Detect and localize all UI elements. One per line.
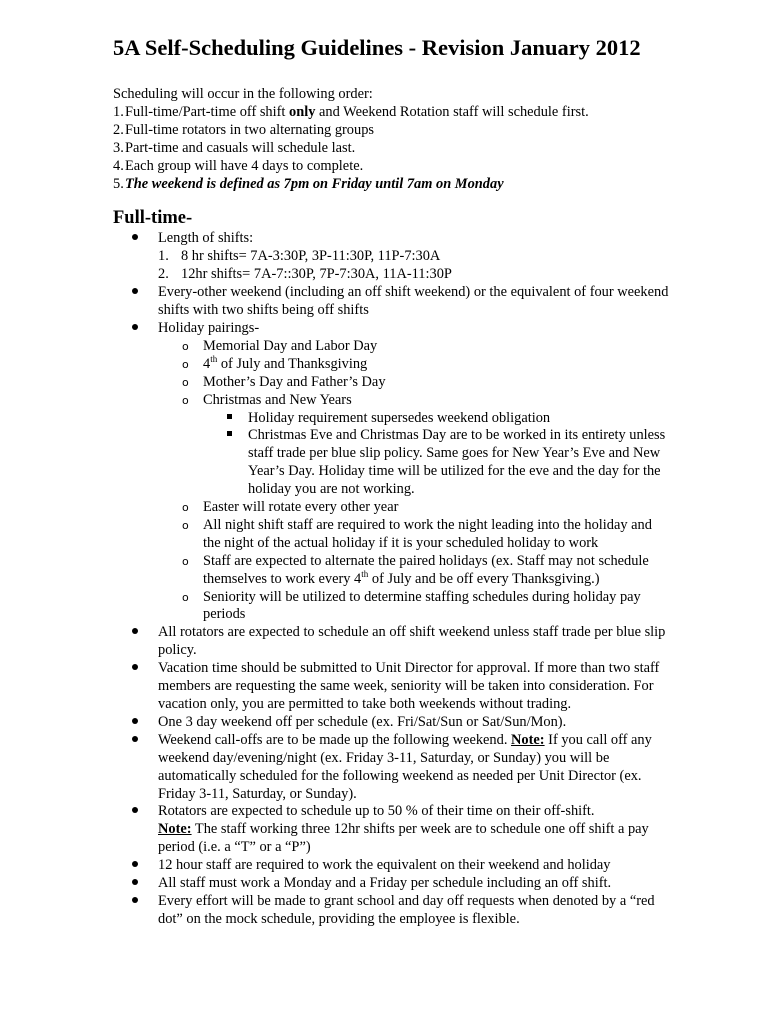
holiday-item <box>158 553 670 589</box>
holiday-text: All night shift staff are required to work the night leading into the holiday and the night of the actual holiday if it is your scheduled holiday to work <box>203 516 652 551</box>
holiday-pairings-list <box>113 338 670 625</box>
circle-bullet-icon: o <box>182 393 189 407</box>
bullet-text: One 3 day weekend off per schedule (ex. Fri/Sat/Sun or Sat/Sun/Mon). <box>158 713 567 730</box>
bullet-item <box>113 660 670 714</box>
bullet-icon <box>127 732 158 804</box>
square-item <box>158 410 670 428</box>
bullet-text: Every-other weekend (including an off shift weekend) or the equivalent of four weekend shifts with two shifts being off shifts <box>158 284 669 319</box>
page-title: 5A Self-Scheduling Guidelines - Revision January 2012 <box>113 35 641 60</box>
bullet-item <box>113 857 670 875</box>
square-text: Holiday requirement supersedes weekend obligation <box>248 409 551 426</box>
list-number: 3. <box>113 139 124 156</box>
circle-bullet-icon: o <box>182 518 189 532</box>
bullet-icon <box>127 284 158 320</box>
bullet-text: All staff must work a Monday and a Friday per schedule including an off shift. <box>158 875 612 892</box>
bullet-item <box>113 893 670 929</box>
bullet-text: Holiday pairings- <box>158 319 260 336</box>
bullet-text: 12 hour staff are required to work the equivalent on their weekend and holiday <box>158 857 611 874</box>
circle-bullet-icon: o <box>182 590 189 604</box>
bullet-item <box>113 875 670 893</box>
holiday-text: Seniority will be utilized to determine staffing schedules during holiday pay periods <box>203 588 641 623</box>
bullet-icon <box>127 893 158 929</box>
bullet-item <box>113 714 670 732</box>
square-item <box>158 427 670 499</box>
list-item <box>113 176 670 194</box>
bullet-item <box>113 624 670 660</box>
list-text: Part-time and casuals will schedule last. <box>125 139 356 156</box>
list-item <box>113 104 670 122</box>
list-item <box>113 140 670 158</box>
bullet-item <box>113 320 670 338</box>
list-text-part: Full-time/Part-time off shift <box>125 103 290 120</box>
bullet-item <box>113 284 670 320</box>
bullet-icon <box>127 714 158 732</box>
bullet-icon <box>127 624 158 660</box>
circle-bullet-icon: o <box>182 501 189 515</box>
bullet-text: Weekend call-offs are to be made up the following weekend. Note: If you call off any weekend day/evening/night (ex. Friday 3-11, Saturday, or Sunday) you will be automatically scheduled for the following weekend as needed per Unit Director (ex. Friday 3-11, Saturday, or Sunday). <box>158 731 652 802</box>
bullet-icon <box>127 875 158 893</box>
weekend-definition: The weekend is defined as 7pm on Friday until 7am on Monday <box>125 175 504 192</box>
scheduling-order-list <box>113 104 670 194</box>
holiday-text: Staff are expected to alternate the paired holidays (ex. Staff may not schedule themselves to work every 4th of July and be off every Thanksgiving.) <box>203 552 649 587</box>
note-label: Note: <box>158 821 192 838</box>
circle-bullet-icon: o <box>182 375 189 389</box>
holiday-text: Easter will rotate every other year <box>203 499 399 516</box>
bullet-icon <box>127 230 158 284</box>
bullet-text: All rotators are expected to schedule an off shift weekend unless staff trade per blue slip policy. <box>158 624 666 659</box>
circle-bullet-icon: o <box>182 339 189 353</box>
shift-item <box>158 248 670 266</box>
holiday-item <box>158 338 670 356</box>
holiday-item <box>158 589 670 625</box>
bullet-icon <box>127 803 158 857</box>
circle-bullet-icon: o <box>182 357 189 371</box>
list-text <box>125 104 589 122</box>
list-item <box>113 158 670 176</box>
holiday-text: 4th of July and Thanksgiving <box>203 353 368 372</box>
shifts-label: Length of shifts: <box>158 230 254 247</box>
circle-bullet-icon: o <box>182 554 189 568</box>
bullet-icon <box>127 320 158 338</box>
holiday-text: Mother’s Day and Father’s Day <box>203 373 386 390</box>
note-label: Note: <box>511 731 545 748</box>
list-number: 1. <box>113 103 124 120</box>
list-text: Full-time rotators in two alternating groups <box>125 121 374 138</box>
bullet-icon <box>127 857 158 875</box>
holiday-text: Christmas and New Years <box>203 391 352 408</box>
shift-text: 8 hr shifts= 7A-3:30P, 3P-11:30P, 11P-7:30A <box>181 248 441 265</box>
bullet-icon <box>127 660 158 714</box>
intro-lead: Scheduling will occur in the following order: <box>113 86 373 102</box>
bullet-text: Rotators are expected to schedule up to 50 % of their time on their off-shift. Note: The staff working three 12hr shifts per week are to schedule one off shift a pay period (i.e. a “T” or a “P”) <box>158 803 649 856</box>
list-number: 2. <box>158 266 169 283</box>
bullet-item <box>113 803 670 857</box>
list-item <box>113 122 670 140</box>
list-text-part: and Weekend Rotation staff will schedule first. <box>315 103 589 120</box>
holiday-text: Memorial Day and Labor Day <box>203 337 378 354</box>
bullet-item <box>113 732 670 804</box>
list-number: 5. <box>113 175 124 192</box>
square-text: Christmas Eve and Christmas Day are to be worked in its entirety unless staff trade per blue slip policy. Same goes for New Year’s Eve and New Year’s Day. Holiday time will be utilized for the eve and the day for the holiday you are not working. <box>248 427 666 498</box>
bullet-text: Vacation time should be submitted to Unit Director for approval. If more than two staff members are requesting the same week, seniority will be taken into consideration. For vacation only, you are permitted to take both weekends without trading. <box>158 660 660 712</box>
holiday-item <box>158 392 670 410</box>
list-text: Each group will have 4 days to complete. <box>125 157 364 174</box>
holiday-item <box>158 517 670 553</box>
square-bullet-icon <box>224 410 248 428</box>
list-number: 4. <box>113 157 124 174</box>
section-heading-full-time: Full-time- <box>113 208 193 229</box>
list-number: 2. <box>113 121 124 138</box>
shift-text: 12hr shifts= 7A-7::30P, 7P-7:30A, 11A-11:30P <box>181 266 452 283</box>
emphasis-only: only <box>289 103 316 120</box>
bullet-item <box>113 230 670 284</box>
holiday-item <box>158 499 670 517</box>
holiday-item <box>158 353 670 374</box>
holiday-item <box>158 374 670 392</box>
bullet-text: Every effort will be made to grant school and day off requests when denoted by a “red dot” on the mock schedule, providing the employee is flexible. <box>158 892 655 927</box>
shift-item <box>158 266 670 284</box>
square-bullet-icon <box>224 427 248 499</box>
list-number: 1. <box>158 248 169 265</box>
